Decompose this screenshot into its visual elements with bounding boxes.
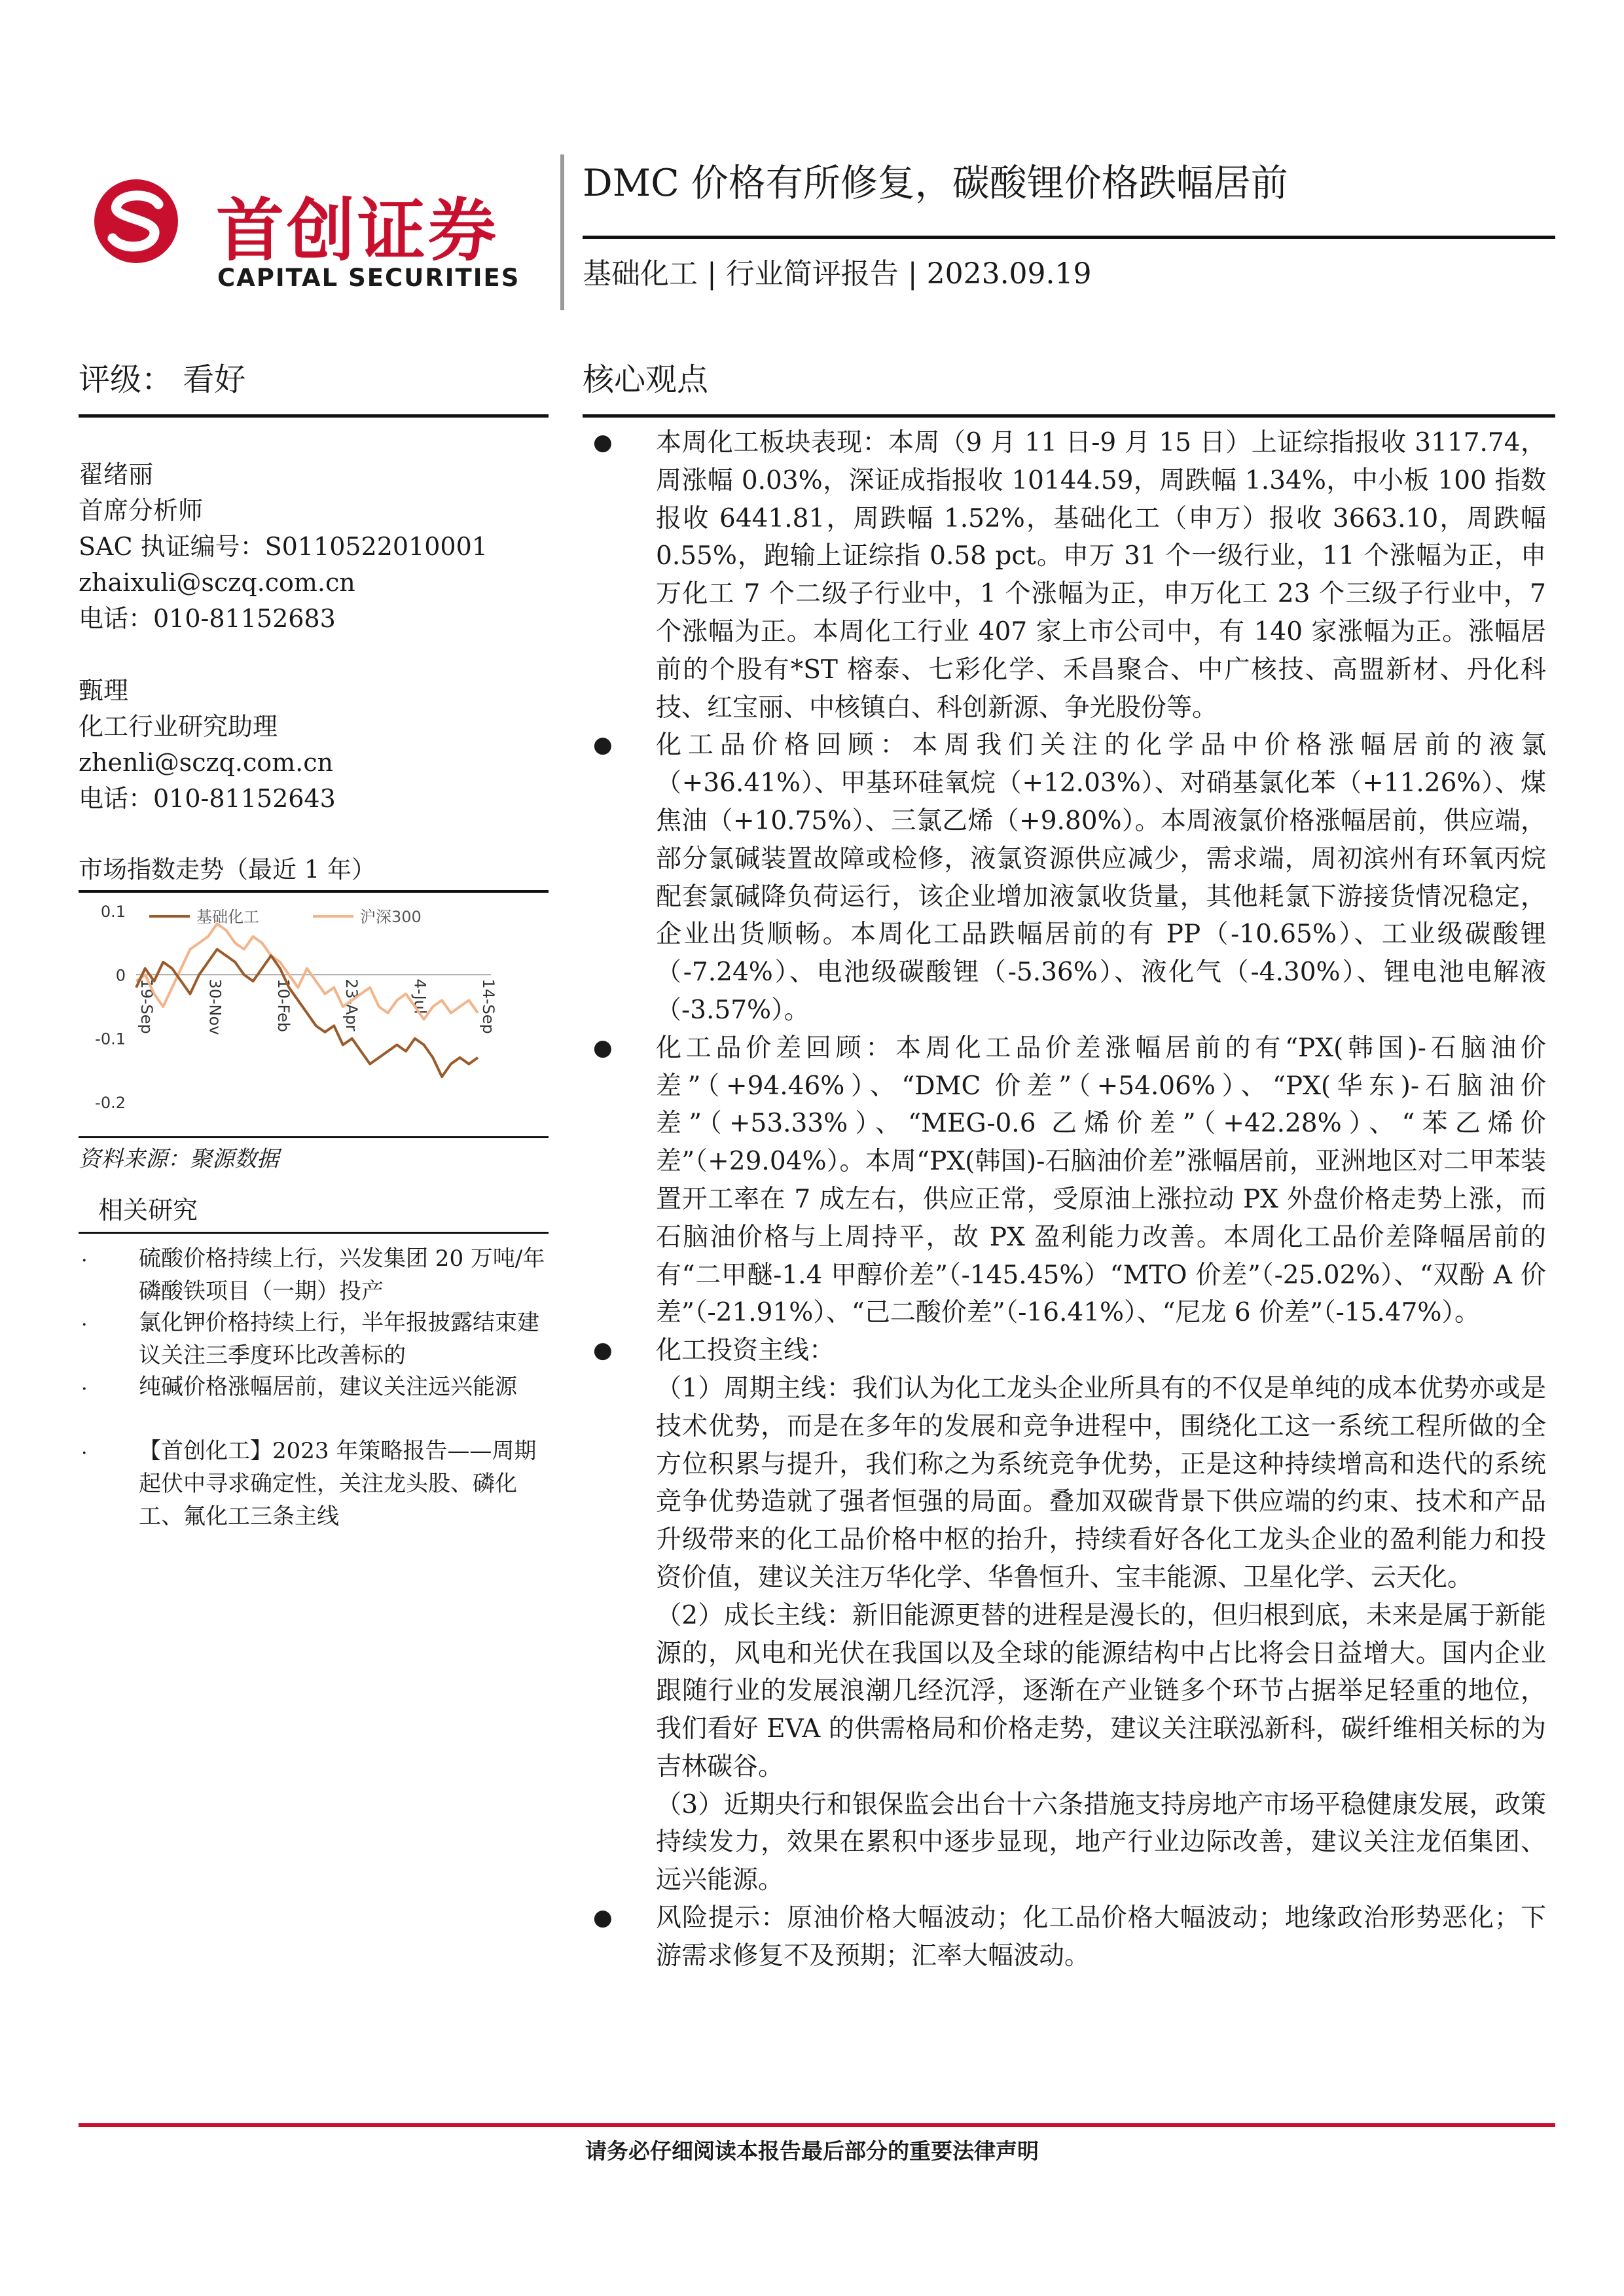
related-item[interactable]: 硫酸价格持续上行，兴发集团 20 万吨/年磷酸铁项目（一期）投产 (139, 1246, 545, 1304)
chart-axes (95, 903, 497, 1112)
list-bullet: · (81, 1442, 88, 1465)
x-tick-label: 14-Sep (479, 978, 497, 1034)
x-tick-label: 10-Feb (274, 978, 293, 1033)
brand-name-en: CAPITAL SECURITIES (217, 264, 520, 292)
index-trend-chart (79, 893, 549, 1136)
paragraph-cycle-theme: （1）周期主线：我们认为化工龙头企业所具有的不仅是单纯的成本优势亦或是技术优势，而是在多年的发展和竞争进程中，围绕化工这一系统工程所做的全方位积累与提升，我们称之为系统竞争优势，正是这种持续增高和迭代的系统竞争优势造就了强者恒强的局面。叠加双碳背景下供应端的约束、技术和产品升级带来的化工品价格中枢的抬升，持续看好各化工龙头企业的盈利能力和投资价值，建议关注万华化学、华鲁恒升、宝丰能源、卫星化学、云天化。 (656, 1373, 1546, 1592)
y-tick-label: 0 (115, 966, 126, 985)
chart-bottom-rule (79, 1136, 549, 1138)
x-tick-label: 23-Apr (342, 978, 361, 1031)
rating: 评级： 看好 (79, 361, 246, 398)
paragraph-spread-review: ● 化工品价差回顾：本周化工品价差涨幅居前的有“PX(韩国)-石脑油价差”（+94.46%）、“DMC 价差”（+54.06%）、“PX(华东)-石脑油价差”（+53.33%）、“MEG-0.6 乙烯价差”（+42.28%）、“苯乙烯价差”（+29.04%）。本周“PX(韩国)-石脑油价差”涨幅居前，亚洲地区对二甲苯装置开工率在 7 成左右，供应正常，受原油上涨拉动 PX 外盘价格走势上涨，而石脑油价格与上周持平，故 PX 盈利能力改善。本周化工品价差降幅居前的有“二甲醚-1.4 甲醇价差”（-145.45%）“MTO 价差”（-25.02%）、“双酚 A 价差”（-21.91%）、“己二酸价差”（-16.41%）、“尼龙 6 价差”（-15.47%）。 (583, 1030, 1546, 1332)
header-divider (560, 154, 564, 310)
y-tick-label: -0.1 (95, 1030, 126, 1049)
y-tick-label: -0.2 (95, 1094, 126, 1112)
core-view-title: 核心观点 (583, 361, 709, 398)
analyst-email[interactable]: zhenli@sczq.com.cn (79, 748, 333, 777)
paragraph-investment-heading: ● 化工投资主线： (583, 1332, 1546, 1370)
y-tick-label: 0.1 (100, 903, 126, 921)
list-bullet: · (81, 1249, 88, 1272)
list-bullet: · (81, 1314, 88, 1336)
paragraph-risk: ● 风险提示：原油价格大幅波动；化工品价格大幅波动；地缘政治形势恶化；下游需求修复不及预期；汇率大幅波动。 (583, 1899, 1546, 1975)
paragraph-sector-performance: ● 本周化工板块表现：本周（9 月 11 日-9 月 15 日）上证综指报收 3117.74，周涨幅 0.03%，深证成指报收 10144.59，周跌幅 1.34%，中小板 100 指数报收 6441.81，周跌幅 1.52%，基础化工（申万）报收 3663.10，周跌幅 0.55%，跑输上证综指 0.58 pct。申万 31 个一级行业，11 个涨幅为正，申万化工 7 个二级子行业中，1 个涨幅为正，申万化工 23 个三级子行业中，7 个涨幅为正。本周化工行业 407 家上市公司中，有 140 家涨幅为正。涨幅居前的个股有*ST 榕泰、七彩化学、禾昌聚合、中广核技、高盟新材、丹化科技、红宝丽、中核镇白、科创新源、争光股份等。 (583, 424, 1546, 726)
company-logo (90, 175, 182, 267)
related-research-title: 相关研究 (98, 1196, 198, 1225)
analyst-title: 化工行业研究助理 (79, 712, 278, 741)
x-tick-label: 4-Jul (410, 978, 429, 1014)
analyst-license: SAC 执证编号：S0110522010001 (79, 532, 488, 561)
related-item[interactable]: 氯化钾价格持续上行，半年报披露结束建议关注三季度环比改善标的 (139, 1310, 539, 1369)
list-bullet: · (81, 1378, 88, 1401)
brand-name-cn: 首创证券 (216, 190, 499, 270)
title-rule (583, 236, 1555, 239)
chart-legend (149, 908, 422, 926)
rating-rule (79, 414, 549, 418)
footer-rule (79, 2123, 1555, 2127)
core-view-body (583, 424, 1546, 1975)
report-title: DMC 价格有所修复，碳酸锂价格跌幅居前 (583, 162, 1288, 205)
analyst-phone: 电话：010-81152683 (79, 604, 336, 633)
legal-notice: 请务必仔细阅读本报告最后部分的重要法律声明 (585, 2138, 1039, 2164)
chart-title: 市场指数走势（最近 1 年） (79, 855, 376, 884)
analyst-phone: 电话：010-81152643 (79, 784, 336, 813)
x-tick-label: 19-Sep (137, 978, 156, 1034)
report-subtitle: 基础化工 | 行业简评报告 | 2023.09.19 (583, 257, 1092, 291)
x-tick-label: 30-Nov (206, 978, 225, 1035)
legend-label: 沪深300 (360, 908, 422, 926)
related-rule (79, 1232, 549, 1234)
related-item[interactable]: 纯碱价格涨幅居前，建议关注远兴能源 (139, 1374, 517, 1400)
chart-source: 资料来源：聚源数据 (79, 1146, 279, 1172)
paragraph-property-theme: （3）近期央行和银保监会出台十六条措施支持房地产市场平稳健康发展，政策持续发力，效果在累积中逐步显现，地产行业边际改善，建议关注龙佰集团、远兴能源。 (656, 1789, 1546, 1895)
analyst-title: 首席分析师 (79, 496, 204, 525)
analyst-name: 甄理 (79, 676, 129, 705)
legend-label: 基础化工 (196, 908, 259, 926)
related-item[interactable]: 【首创化工】2023 年策略报告——周期起伏中寻求确定性，关注龙头股、磷化工、氟化工三条主线 (139, 1438, 537, 1530)
analyst-name: 翟绪丽 (79, 460, 154, 489)
paragraph-price-review: ● 化工品价格回顾：本周我们关注的化学品中价格涨幅居前的液氯（+36.41%）、甲基环硅氧烷（+12.03%）、对硝基氯化苯（+11.26%）、煤焦油（+10.75%）、三氯乙烯（+9.80%）。本周液氯价格涨幅居前，供应端，部分氯碱装置故障或检修，液氯资源供应减少，需求端，周初滨州有环氧丙烷配套氯碱降负荷运行，该企业增加液氯收货量，其他耗氯下游接货情况稳定，企业出货顺畅。本周化工品跌幅居前的有 PP（-10.65%）、工业级碳酸锂（-7.24%）、电池级碳酸锂（-5.36%）、液化气（-4.30%）、锂电池电解液（-3.57%）。 (583, 726, 1546, 1029)
analyst-email[interactable]: zhaixuli@sczq.com.cn (79, 568, 355, 597)
core-rule (583, 414, 1555, 418)
paragraph-growth-theme: （2）成长主线：新旧能源更替的进程是漫长的，但归根到底，未来是属于新能源的，风电和光伏在我国以及全球的能源结构中占比将会日益增大。国内企业跟随行业的发展浪潮几经沉浮，逐渐在产业链多个环节占据举足轻重的地位，我们看好 EVA 的供需格局和价格走势，建议关注联泓新科，碳纤维相关标的为吉林碳谷。 (656, 1600, 1546, 1782)
